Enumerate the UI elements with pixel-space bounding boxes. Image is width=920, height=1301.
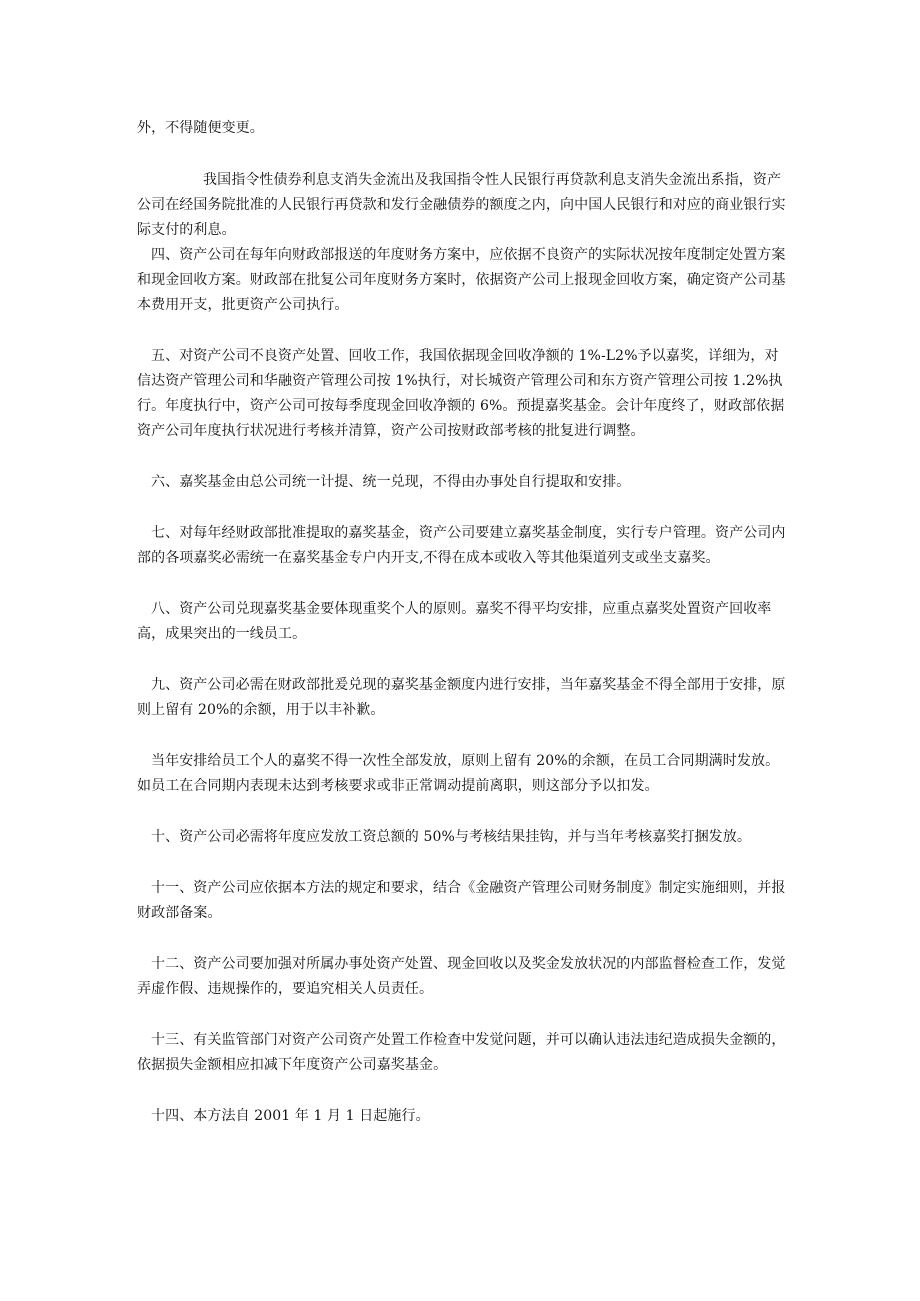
paragraph-section-9-continued: 当年安排给员工个人的嘉奖不得一次性全部发放，原则上留有 20%的余额，在员工合同期满时发放。如员工在合同期内表现未达到考核要求或非正常调动提前离职，则这部分予以扣发。 [137,753,780,794]
document-body [137,116,789,1129]
paragraph-section-9: 九、资产公司必需在财政部批爰兑现的嘉奖基金额度内进行安排，当年嘉奖基金不得全部用于安排，原则上留有 20%的余额，用于以丰补歉。 [137,677,786,718]
paragraph-section-8: 八、资产公司兑现嘉奖基金要体现重奖个人的原则。嘉奖不得平均安排，应重点嘉奖处置资产回收率高，成果突出的一线员工。 [137,601,772,642]
paragraph-interest-definition: 我国指令性债券利息支消失金流出及我国指令性人民银行再贷款利息支消失金流出系指，资产公司在经国务院批准的人民银行再贷款和发行金融债券的额度之内，向中国人民银行和对应的商业银行实际支付的利息。 [137,172,786,238]
paragraph-section-10: 十、资产公司必需将年度应发放工资总额的 50%与考核结果挂钩，并与当年考核嘉奖打捆发放。 [151,829,751,845]
paragraph-section-12: 十二、资产公司要加强对所属办事处资产处置、现金回收以及奖金发放状况的内部监督检查工作，发觉弄虚作假、违规操作的，要追究相关人员责任。 [137,956,786,997]
paragraph-section-14: 十四、本方法自 2001 年 1 月 1 日起施行。 [151,1108,430,1124]
paragraph-section-6: 六、嘉奖基金由总公司统一计提、统一兑现，不得由办事处自行提取和安排。 [151,474,631,490]
paragraph-section-7: 七、对每年经财政部批准提取的嘉奖基金，资产公司要建立嘉奖基金制度，实行专户管理。资产公司内部的各项嘉奖必需统一在嘉奖基金专户内开支,不得在成本或收入等其他渠道列支或坐支嘉奖。 [137,525,786,566]
paragraph-section-4: 四、资产公司在每年向财政部报送的年度财务方案中，应依据不良资产的实际状况按年度制定处置方案和现金回收方案。财政部在批复公司年度财务方案时，依据资产公司上报现金回收方案，确定资产公司基本费用开支，批更资产公司执行。 [137,247,786,313]
paragraph-section-5: 五、对资产公司不良资产处置、回收工作，我国依据现金回收净额的 1%-L2%予以嘉奖，详细为，对信达资产管理公司和华融资产管理公司按 1%执行，对长城资产管理公司和东方资产管理公司按 1.2%执行。年度执行中，资产公司可按每季度现金回收净额的 6%。预提嘉奖基金。会计年度终了，财政部依据资产公司年度执行状况进行考核并清算，资产公司按财政部考核的批复进行调整。 [137,348,785,439]
paragraph-section-11: 十一、资产公司应依据本方法的规定和要求，结合《金融资产管理公司财务制度》制定实施细则，并报财政部备案。 [137,880,786,921]
paragraph-continuation: 外，不得随便变更。 [137,120,264,136]
paragraph-section-13: 十三、有关监管部门对资产公司资产处置工作检查中发觉问题，并可以确认违法违纪造成损失金额的，依据损失金额相应扣减下年度资产公司嘉奖基金。 [137,1032,786,1073]
